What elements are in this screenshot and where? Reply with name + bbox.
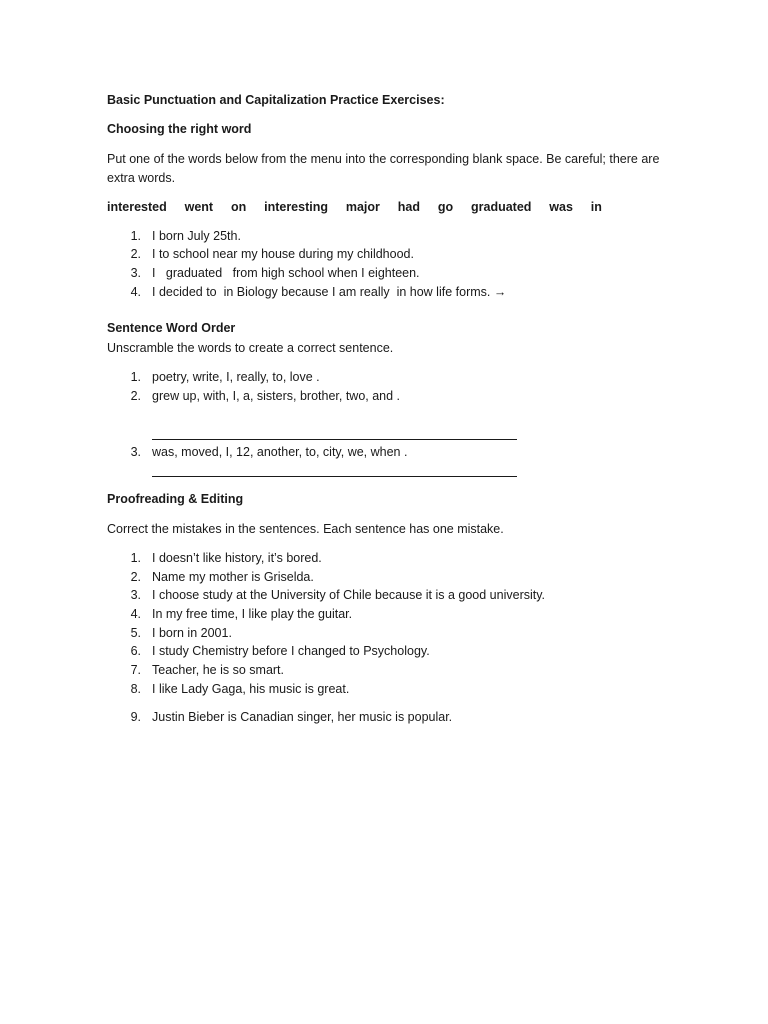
word-bank-item: went (184, 200, 214, 214)
word-bank (107, 199, 602, 215)
list-item-number: 4. (130, 607, 141, 621)
list-item: I born in 2001. (152, 626, 232, 640)
list-item: I decided to in Biology because I am really in how life forms. → (152, 285, 507, 299)
list-item: Justin Bieber is Canadian singer, her music is popular. (152, 710, 453, 724)
list-item-number: 7. (130, 663, 141, 677)
list-item-number: 2. (130, 570, 141, 584)
list-item: I like Lady Gaga, his music is great. (152, 682, 350, 696)
section-instructions-word-order: Unscramble the words to create a correct sentence. (107, 341, 394, 355)
word-bank-item: in (590, 200, 602, 214)
word-bank-item: graduated (471, 200, 532, 214)
word-bank-item: interested (107, 200, 167, 214)
list-item-number: 1. (130, 229, 141, 243)
word-bank-item: had (397, 200, 420, 214)
list-item: poetry, write, I, really, to, love . (152, 370, 320, 384)
list-item-number: 3. (130, 445, 141, 459)
word-bank-item: major (345, 200, 380, 214)
list-item-number: 3. (130, 266, 141, 280)
list-item-number: 2. (130, 389, 141, 403)
list-item: I graduated from high school when I eighteen. (152, 266, 420, 280)
list-item-number: 9. (130, 710, 141, 724)
list-item: In my free time, I like play the guitar. (152, 607, 353, 621)
word-bank-item: interesting (264, 200, 328, 214)
list-item: I born July 25th. (152, 229, 241, 243)
section-instructions-choosing-word: Put one of the words below from the menu into the corresponding blank space. Be careful; there are extra words. (107, 152, 660, 185)
list-item-number: 1. (130, 370, 141, 384)
list-item-number: 5. (130, 626, 141, 640)
section-heading-proofreading: Proofreading & Editing (107, 492, 244, 506)
answer-blank-line[interactable] (152, 439, 517, 440)
list-item-number: 4. (130, 285, 141, 299)
list-item: I doesn’t like history, it’s bored. (152, 551, 322, 565)
document-title: Basic Punctuation and Capitalization Practice Exercises: (107, 93, 445, 107)
section-instructions-proofreading: Correct the mistakes in the sentences. Each sentence has one mistake. (107, 522, 504, 536)
list-item-number: 6. (130, 644, 141, 658)
section-heading-choosing-word: Choosing the right word (107, 122, 252, 136)
list-item: I to school near my house during my childhood. (152, 247, 414, 261)
list-item: Name my mother is Griselda. (152, 570, 314, 584)
section-heading-word-order: Sentence Word Order (107, 321, 236, 335)
answer-blank-line[interactable] (152, 476, 517, 477)
list-item: Teacher, he is so smart. (152, 663, 285, 677)
word-bank-item: go (437, 200, 454, 214)
word-bank-item: was (549, 200, 573, 214)
word-bank-item: on (230, 200, 247, 214)
list-item: was, moved, I, 12, another, to, city, we, when . (152, 445, 408, 459)
list-item: grew up, with, I, a, sisters, brother, two, and . (152, 389, 401, 403)
list-item-number: 8. (130, 682, 141, 696)
list-item-number: 1. (130, 551, 141, 565)
list-item: I study Chemistry before I changed to Psychology. (152, 644, 430, 658)
list-item-number: 3. (130, 588, 141, 602)
list-item-number: 2. (130, 247, 141, 261)
list-item: I choose study at the University of Chile because it is a good university. (152, 588, 546, 602)
